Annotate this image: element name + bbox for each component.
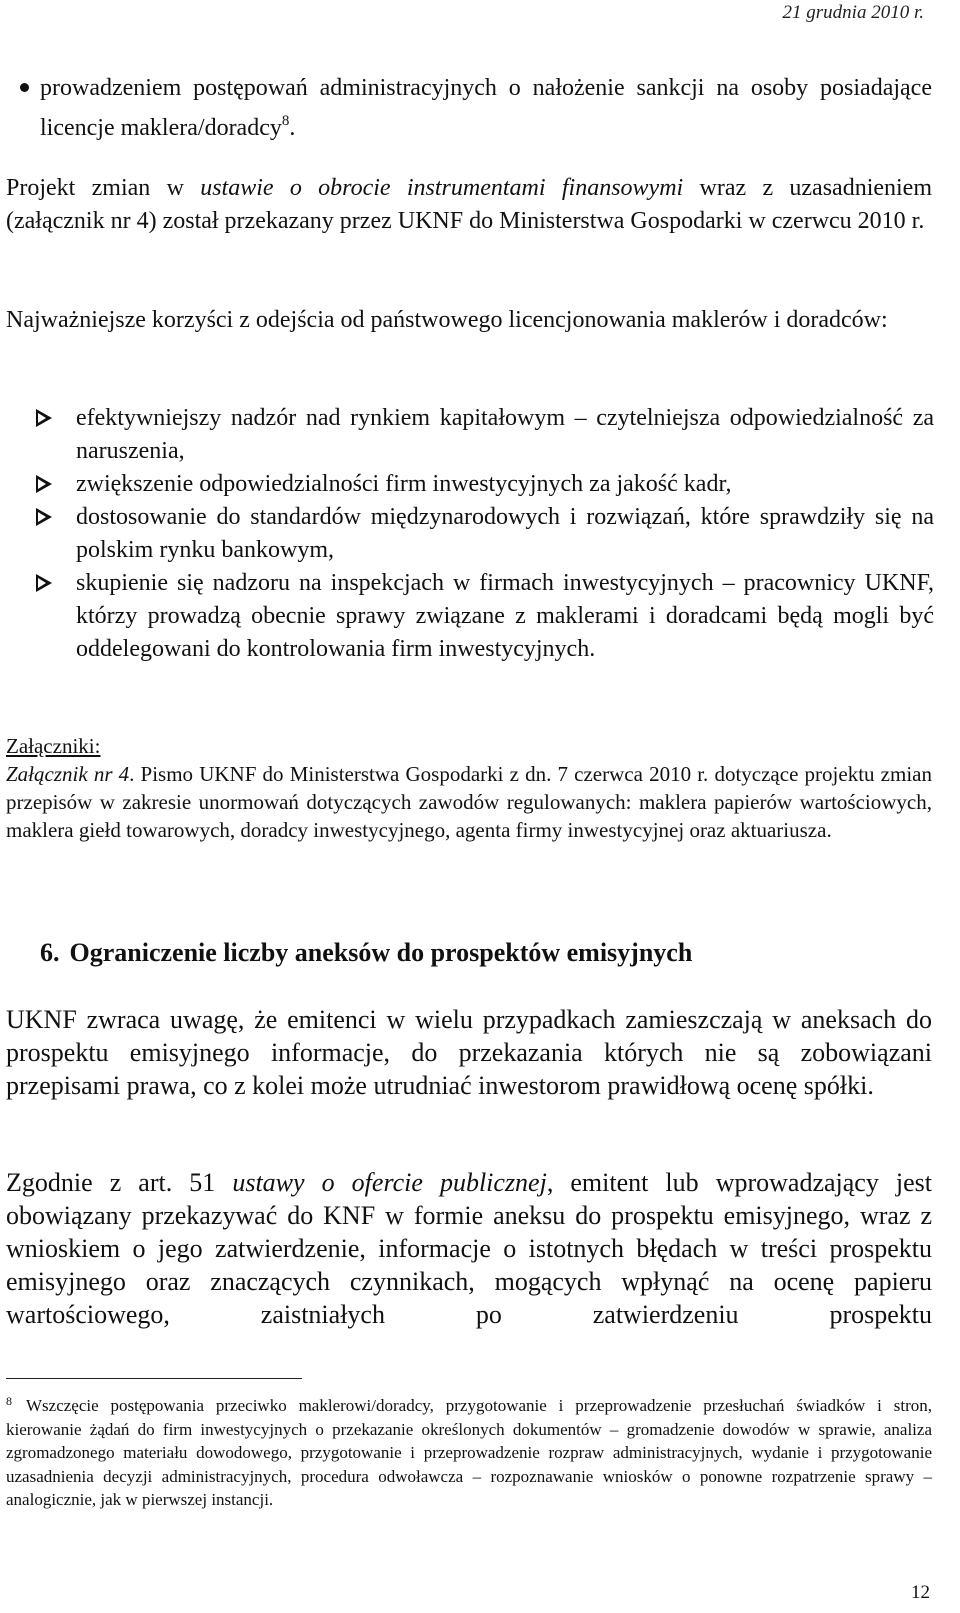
paragraph-benefits-intro: Najważniejsze korzyści z odejścia od państwowego licencjonowania maklerów i doradców: [6,307,888,333]
attachments-label: Załączniki: [6,734,101,758]
attachment-item-text: . Pismo UKNF do Ministerstwa Gospodarki z dn. 7 czerwca 2010 r. dotyczące projektu zmian przepisów w zakresie unormowań dotyczących zawodów regulowanych: maklera papierów wartościowych, maklera giełd towarowych, doradcy inwestycyjnego, agenta firmy inwestycyjnej oraz aktuariusza. [6,762,932,842]
paragraph-zgodnie-text-2: , emitent lub wprowadzający jest obowiązany przekazywać do KNF w formie aneksu do prospektu emisyjnego, wraz z wnioskiem o jego zatwierdzenie, informacje o istotnych błędach w treści prospektu emisyjnego oraz znaczących czynnikach, mogących wpłynąć na ocenę papieru wartościowego, zaistniałych po zatwierdzeniu prospektu [6,1168,932,1329]
list-item-text: skupienie się nadzoru na inspekcjach w firmach inwestycyjnych – pracownicy UKNF, którzy prowadzą obecnie sprawy związane z maklerami i doradcami będą mogli być oddelegowani do kontrolowania firm inwestycyjnych. [76,570,934,662]
list-item [48,501,934,567]
paragraph-projekt-text-2: wraz z uzasadnieniem (załącznik nr 4) został przekazany przez UKNF do Ministerstwa Gospodarki w czerwcu 2010 r. [6,175,932,234]
list-item-text: dostosowanie do standardów międzynarodowych i rozwiązań, które sprawdziły się na polskim rynku bankowym, [76,504,934,563]
bullet-text [40,72,932,145]
attachment-item-title: Załącznik nr 4 [6,762,130,786]
list-item [48,468,934,501]
paragraph-uknf: UKNF zwraca uwagę, że emitenci w wielu przypadkach zamieszczają w aneksach do prospektu emisyjnego informacje, do przekazania których nie są zobowiązani przepisami prawa, co z kolei może utrudniać inwestorom prawidłową ocenę spółki. [6,1005,932,1100]
footnote-text: Wszczęcie postępowania przeciwko maklerowi/doradcy, przygotowanie i przeprowadzenie przesłuchań świadków i stron, kierowanie żądań do firm inwestycyjnych o przekazanie określonych dokumentów – gromadzenie dowodów w sprawie, analiza zgromadzonego materiału dowodowego, przygotowanie i przeprowadzenie rozpraw administracyjnych, wydanie i przygotowanie uzasadnienia decyzji administracyjnych, procedura odwoławcza – rozpoznawanie wniosków o ponowne rozpatrzenie sprawy – analogicznie, jak w pierwszej instancji. [6,1396,932,1510]
section-title: Ograniczenie liczby aneksów do prospektów emisyjnych [69,938,693,967]
arrow-bullet-icon [36,508,52,526]
section-heading [6,936,932,970]
attachment-item [6,760,932,844]
section-number: 6. [40,938,60,967]
header-date: 21 grudnia 2010 r. [782,2,924,23]
act-title-italic: ustawie o obrocie instrumentami finansowymi [200,175,684,201]
bullet-dot-icon [20,83,29,92]
list-item-text: zwiększenie odpowiedzialności firm inwestycyjnych za jakość kadr, [76,471,732,497]
paragraph-projekt [6,172,932,238]
paragraph-projekt-text-1: Projekt zmian w [6,175,201,201]
paragraph-zgodnie [6,1166,932,1331]
list-item-text: efektywniejszy nadzór nad rynkiem kapitałowym – czytelniejsza odpowiedzialność za naruszenia, [76,405,934,464]
arrow-bullet-icon [36,409,52,427]
page-number: 12 [911,1582,930,1603]
footnote-reference: 8 [281,113,290,129]
footnote-separator [6,1378,302,1379]
footnote [6,1390,932,1512]
bullet-text-tail: . [289,115,296,141]
footnote-mark: 8 [6,1394,12,1408]
bullet-text-body: prowadzeniem postępowań administracyjnych o nałożenie sankcji na osoby posiadające licencje maklera/doradcy [40,75,932,141]
list-item [48,567,934,666]
act-title-italic: ustawy o ofercie publicznej [232,1168,547,1197]
arrow-bullet-icon [36,574,52,592]
arrow-bullet-icon [36,475,52,493]
paragraph-zgodnie-text-1: Zgodnie z art. 51 [6,1168,233,1197]
list-item [48,402,934,468]
